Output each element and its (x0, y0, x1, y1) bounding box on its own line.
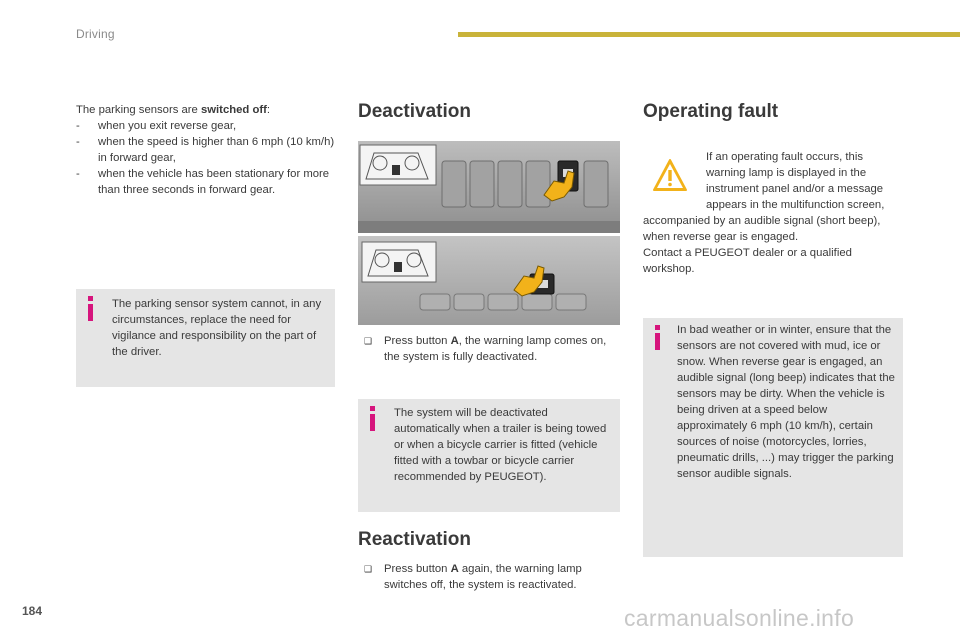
header-accent-bar (458, 32, 960, 37)
deactivation-step (362, 333, 612, 365)
list-item: - when you exit reverse gear, (76, 120, 237, 132)
list-item: ❑ Press button A again, the warning lamp switches off, the system is reactivated. (364, 563, 582, 591)
switched-off-paragraph (76, 102, 338, 198)
info-text: The system will be deactivated automatically when a trailer is being towed or when a bicycle carrier is fitted (vehicle fitted with a towbar or bicycle carrier recommended by PEUGEOT). (394, 407, 607, 483)
watermark: carmanualsonline.info (624, 605, 855, 631)
info-icon (654, 325, 661, 350)
list-item: - when the vehicle has been stationary for more than three seconds in forward gear. (76, 168, 330, 196)
list-item: ❑ Press button A, the warning lamp comes on, the system is fully deactivated. (364, 335, 607, 363)
fault-text-beside-icon: If an operating fault occurs, this warning lamp is displayed in the instrument panel and/or a message appears in the multifunction screen, (706, 151, 885, 211)
page-number: 184 (22, 604, 43, 618)
deactivation-heading: Deactivation (358, 101, 471, 122)
fault-text-full: accompanied by an audible signal (short beep), when reverse gear is engaged. Contact a PEUGEOT dealer or a qualified workshop. (643, 215, 881, 275)
info-box-weather (643, 318, 903, 557)
list-item: - when the speed is higher than 6 mph (10 km/h) in forward gear, (76, 136, 335, 164)
button-location-photo-1 (358, 141, 620, 233)
info-text: In bad weather or in winter, ensure that the sensors are not covered with mud, ice or snow. When reverse gear is engaged, an audible signal (long beep) indicates that the sensors may be dirty. When the vehicle is being driven at a speed below approximately 6 mph (10 km/h), certain sources of noise (motorcycles, lorries, pneumatic drills, ...) may trigger the parking sensor audible signals. (677, 324, 895, 480)
info-text: The parking sensor system cannot, in any circumstances, replace the need for vigilance and responsibility on the part of the driver. (112, 298, 322, 358)
info-icon (87, 296, 94, 321)
warning-triangle-icon (652, 157, 688, 193)
section-title: Driving (76, 27, 115, 41)
button-location-photo-2 (358, 236, 620, 325)
switched-off-intro: The parking sensors are switched off: (76, 104, 271, 116)
reactivation-step (362, 561, 612, 593)
operating-fault-heading: Operating fault (643, 101, 779, 122)
reactivation-heading: Reactivation (358, 529, 471, 550)
info-box-vigilance (76, 289, 335, 387)
info-icon (369, 406, 376, 431)
info-box-trailer (358, 399, 620, 512)
